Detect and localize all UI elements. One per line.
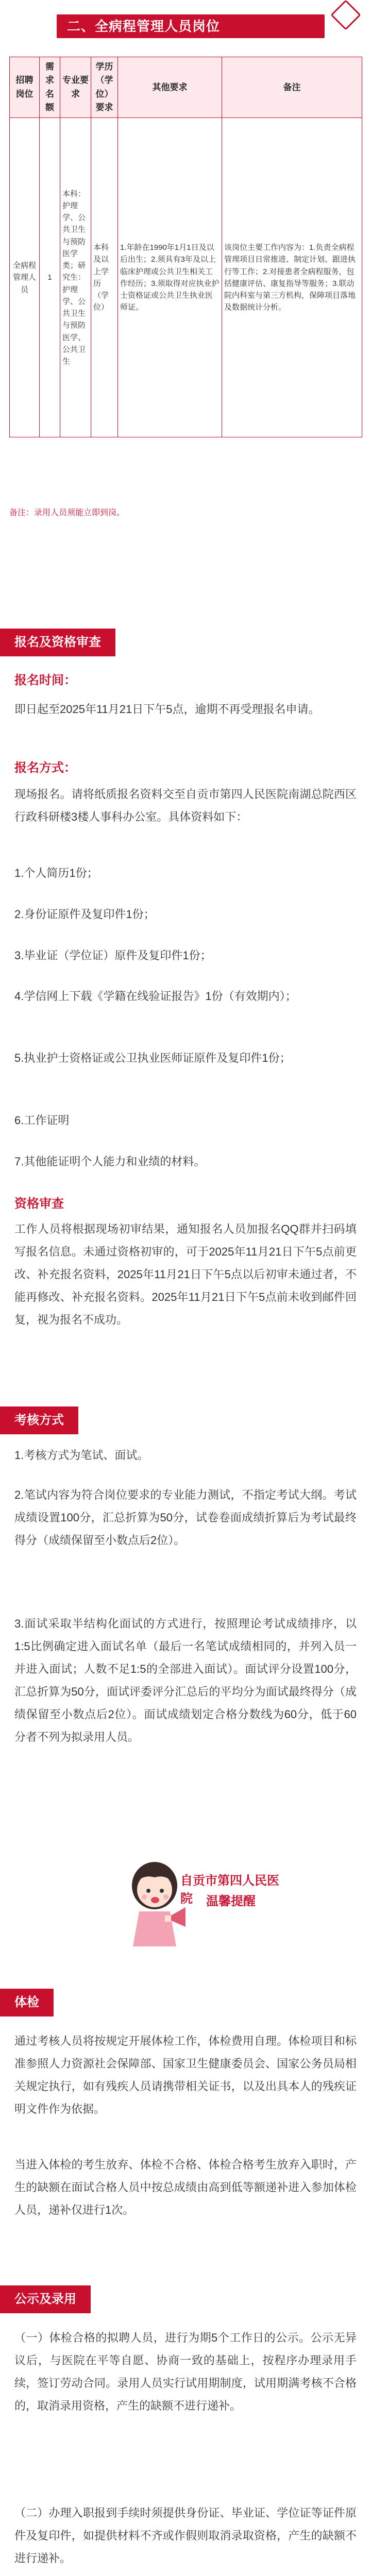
review-text: 工作人员将根据现场初审结果，通知报名人员加报名QQ群并扫码填写报名信息。未通过资格初审的，可于2025年11月21日下午5点前更改、补充报名资料，2025年11月21日下午5点以后初审未通过者，不能再修改、补充报名资料。2025年11月21日下午5点前未收到邮件回复，视为报名不成功。: [14, 1223, 357, 1326]
cell-other: 1.年龄在1990年1月1日及以后出生；2.须具有3年及以上临床护理或公共卫生相关工作经历；3.须取得对应执业护士资格证或公共卫生执业医师证。: [118, 118, 222, 437]
material-item: 6.工作证明: [14, 1114, 70, 1127]
header-quota: 需求名额: [40, 57, 60, 118]
publicity-heading: 公示及录用: [0, 2285, 91, 2313]
exam-heading: 考核方式: [0, 1406, 78, 1434]
material-item: 3.毕业证（学位证）原件及复印件1份；: [14, 949, 212, 962]
exam-item: 1.考核方式为笔试、面试。: [14, 1449, 149, 1462]
publicity-item: （二）办理入职报到手续时须提供身份证、毕业证、学位证等证件原件及复印件，如提供材料不齐或作假则取消录取资格，产生的缺额不进行递补。: [14, 2506, 357, 2565]
hospital-name: 自贡市第四人民医院: [180, 1873, 279, 1906]
cell-education: 本科及以上学历（学位）: [91, 118, 118, 437]
section-title: 二、全病程管理人员岗位: [67, 19, 221, 34]
cell-remarks: 该岗位主要工作内容为：1.负责全病程管理项目日常推进、制定计划、跟进执行等工作；2.对接患者全病程服务，包括健康评估、康复指导等服务；3.联动院内科室与第三方机构，保障项目落地及数据统计分析。: [222, 118, 362, 437]
header-remarks: 备注: [222, 57, 362, 118]
header-education: 学历（学位）要求: [91, 57, 118, 118]
cell-major: 本科：护理学、公共卫生与预防医学类；研究生：护理学、公共卫生与预防医学、公共卫生: [60, 118, 91, 437]
warm-reminder-banner: [119, 1855, 279, 1953]
reg-method-text: 现场报名。请将纸质报名资料交至自贡市第四人民医院南湖总院西区行政科研楼3楼人事科办公室。具体资料如下：: [14, 788, 357, 823]
physical-exam-item: 当进入体检的考生放弃、体检不合格、体检合格考生放弃入职时，产生的缺额在面试合格人员中按总成绩由高到低等额递补进入参加体检人员，递补仅进行1次。: [14, 2158, 357, 2216]
exam-item: 2.笔试内容为符合岗位要求的专业能力测试，不指定考试大纲。考试成绩设置100分，汇总折算为50分，试卷卷面成绩折算后为考试最终得分（成绩保留至小数点后2位）。: [14, 1488, 357, 1547]
diamond-decoration-icon: [330, 0, 361, 30]
material-item: 4.学信网上下载《学籍在线验证报告》1份（有效期内）；: [14, 990, 297, 1003]
physical-exam-heading: 体检: [0, 1989, 54, 2016]
publicity-item: （一）体检合格的拟聘人员，进行为期5个工作日的公示。公示无异议后，与医院在平等自愿、协商一致的基础上，按程序办理录用手续，签订劳动合同。录用人员实行试用期制度，试用期满考核不合格的，取消录用资格，产生的缺额不进行递补。: [14, 2331, 357, 2412]
exam-item: 3.面试采取半结构化面试的方式进行，按照理论考试成绩排序，以1:5比例确定进入面试名单（最后一名笔试成绩相同的，并列入员一并进入面试；人数不足1:5的全部进入面试）。面试评分设置100分，汇总折算为50分，面试评委评分汇总后的平均分为面试最终得分（成绩保留至小数点后2位）。面试成绩划定合格分数线为60分，低于60分者不列为拟录用人员。: [14, 1617, 357, 1743]
positions-table: [9, 57, 362, 437]
table-header-row: [10, 57, 362, 118]
material-item: 1.个人简历1份；: [14, 867, 98, 879]
cell-quota: 1: [40, 118, 60, 437]
header-other: 其他要求: [118, 57, 222, 118]
cell-position: 全病程管理人员: [10, 118, 40, 437]
table-row: [10, 118, 362, 437]
table-note: 备注：录用人员须能立即到岗。: [9, 509, 125, 517]
material-item: 5.执业护士资格证或公卫执业医师证原件及复印件1份；: [14, 1052, 291, 1064]
review-label: 资格审查: [14, 1197, 64, 1211]
reg-heading: 报名及资格审查: [0, 629, 115, 656]
material-item: 7.其他能证明个人能力和业绩的材料。: [14, 1155, 206, 1168]
warm-tip: 温馨提醒: [206, 1893, 256, 1908]
header-major: 专业要求: [60, 57, 91, 118]
reg-method-label: 报名方式：: [14, 761, 76, 775]
section-header: [0, 0, 371, 41]
header-position: 招聘岗位: [10, 57, 40, 118]
cartoon-girl-megaphone-icon: [119, 1855, 191, 1953]
reg-time-text: 即日起至2025年11月21日下午5点，逾期不再受理报名申请。: [14, 703, 320, 716]
material-item: 2.身份证原件及复印件1份；: [14, 908, 155, 921]
reg-time-label: 报名时间：: [14, 673, 76, 687]
physical-exam-item: 通过考核人员将按规定开展体检工作，体检费用自理。体检项目和标准参照人力资源社会保障部、国家卫生健康委员会、国家公务员局相关规定执行，如有残疾人员请携带相关证书，以及出具本人的残疾证明文件作为依据。: [14, 2035, 357, 2115]
